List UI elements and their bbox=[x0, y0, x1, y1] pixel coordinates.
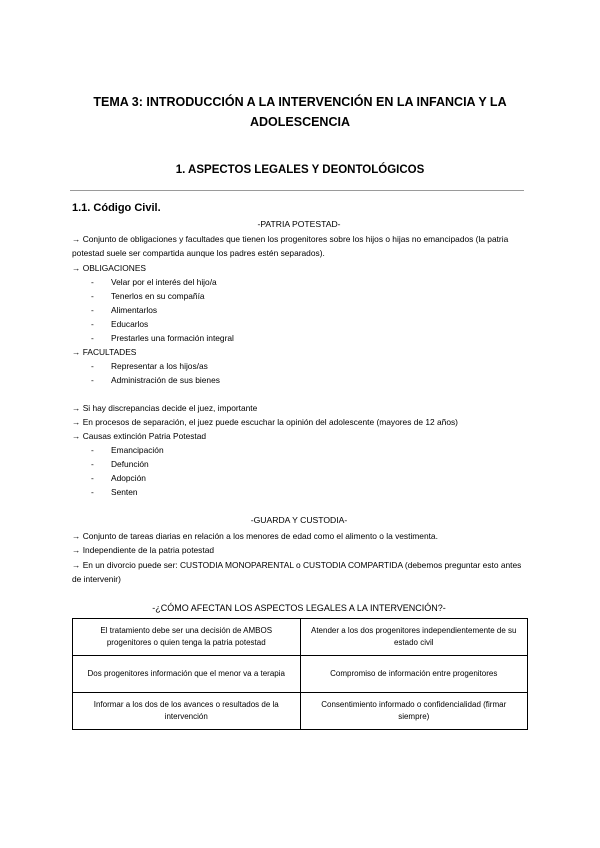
facultades-label: FACULTADES bbox=[82, 347, 137, 357]
dash-icon: - bbox=[91, 291, 94, 301]
dash-icon: - bbox=[91, 319, 94, 329]
facultades-label-line bbox=[72, 345, 530, 359]
guarda-line: → En un divorcio puede ser: CUSTODIA MONOPARENTAL o CUSTODIA COMPARTIDA (debemos preguntar esto antes de intervenir) bbox=[72, 560, 522, 584]
list-item: - Senten bbox=[91, 487, 138, 497]
list-item: - Emancipación bbox=[91, 445, 164, 455]
dash-icon: - bbox=[91, 487, 94, 497]
section-divider bbox=[70, 190, 524, 191]
patria-definition-text: Conjunto de obligaciones y facultades que tienen los progenitores sobre los hijos o hijas no emancipados (la patria potestad suele ser compartida aunque los padres estén separados). bbox=[72, 234, 509, 258]
arrow-icon: → bbox=[72, 234, 81, 244]
table-cell: El tratamiento debe ser una decisión de AMBOS progenitores o quien tenga la patria potestad bbox=[73, 619, 301, 656]
list-item: - Prestarles una formación integral bbox=[91, 333, 234, 343]
list-item: - Alimentarlos bbox=[91, 305, 158, 315]
table-row bbox=[73, 619, 528, 656]
table-cell: Consentimiento informado o confidencialidad (firmar siempre) bbox=[300, 693, 528, 730]
dash-icon: - bbox=[91, 445, 94, 455]
arrow-icon: → bbox=[72, 545, 81, 555]
table-row bbox=[73, 656, 528, 693]
subsection-heading: 1.1. Código Civil. bbox=[72, 202, 161, 214]
title-line-2: ADOLESCENCIA bbox=[249, 115, 350, 129]
patria-definition bbox=[72, 232, 530, 260]
guarda-line: → Independiente de la patria potestad bbox=[72, 545, 215, 555]
table-heading: -¿CÓMO AFECTAN LOS ASPECTOS LEGALES A LA INTERVENCIÓN?- bbox=[152, 603, 446, 613]
arrow-icon: → bbox=[72, 531, 81, 541]
arrow-icon: → bbox=[72, 403, 81, 413]
table-cell: Informar a los dos de los avances o resultados de la intervención bbox=[73, 693, 301, 730]
dash-icon: - bbox=[91, 361, 94, 371]
table-cell: Compromiso de información entre progenitores bbox=[300, 656, 528, 693]
guarda-line: → Conjunto de tareas diarias en relación a los menores de edad como el alimento o la vestimenta. bbox=[72, 531, 438, 541]
table-row bbox=[73, 693, 528, 730]
list-item: - Tenerlos en su compañía bbox=[91, 291, 205, 301]
causas-label-line: → Causas extinción Patria Potestad bbox=[72, 431, 207, 441]
dash-icon: - bbox=[91, 459, 94, 469]
arrow-icon: → bbox=[72, 560, 81, 570]
list-item: - Defunción bbox=[91, 459, 149, 469]
section-heading: 1. ASPECTOS LEGALES Y DEONTOLÓGICOS bbox=[175, 164, 425, 176]
list-item: - Velar por el interés del hijo/a bbox=[91, 277, 217, 287]
dash-icon: - bbox=[91, 333, 94, 343]
dash-icon: - bbox=[91, 305, 94, 315]
arrow-icon: → bbox=[72, 347, 81, 357]
arrow-icon: → bbox=[72, 263, 81, 273]
patria-potestad-heading: -PATRIA POTESTAD- bbox=[257, 219, 341, 229]
list-item: - Adopción bbox=[91, 473, 146, 483]
arrow-icon: → bbox=[72, 417, 81, 427]
note-line: → Si hay discrepancias decide el juez, importante bbox=[72, 403, 258, 413]
dash-icon: - bbox=[91, 375, 94, 385]
list-item: - Representar a los hijos/as bbox=[91, 361, 208, 371]
table-cell: Dos progenitores información que el menor va a terapia bbox=[73, 656, 301, 693]
document-title bbox=[70, 92, 530, 132]
guarda-custodia-heading: -GUARDA Y CUSTODIA- bbox=[250, 515, 348, 525]
list-item: - Administración de sus bienes bbox=[91, 375, 220, 385]
obligaciones-label-line bbox=[72, 261, 530, 275]
note-line: → En procesos de separación, el juez puede escuchar la opinión del adolescente (mayores de 12 años) bbox=[72, 417, 458, 427]
dash-icon: - bbox=[91, 277, 94, 287]
title-line-1: TEMA 3: INTRODUCCIÓN A LA INTERVENCIÓN EN LA INFANCIA Y LA bbox=[93, 95, 507, 109]
dash-icon: - bbox=[91, 473, 94, 483]
obligaciones-label: OBLIGACIONES bbox=[82, 263, 146, 273]
intervention-table bbox=[72, 618, 528, 730]
table-cell: Atender a los dos progenitores independientemente de su estado civil bbox=[300, 619, 528, 656]
arrow-icon: → bbox=[72, 431, 81, 441]
list-item: - Educarlos bbox=[91, 319, 149, 329]
